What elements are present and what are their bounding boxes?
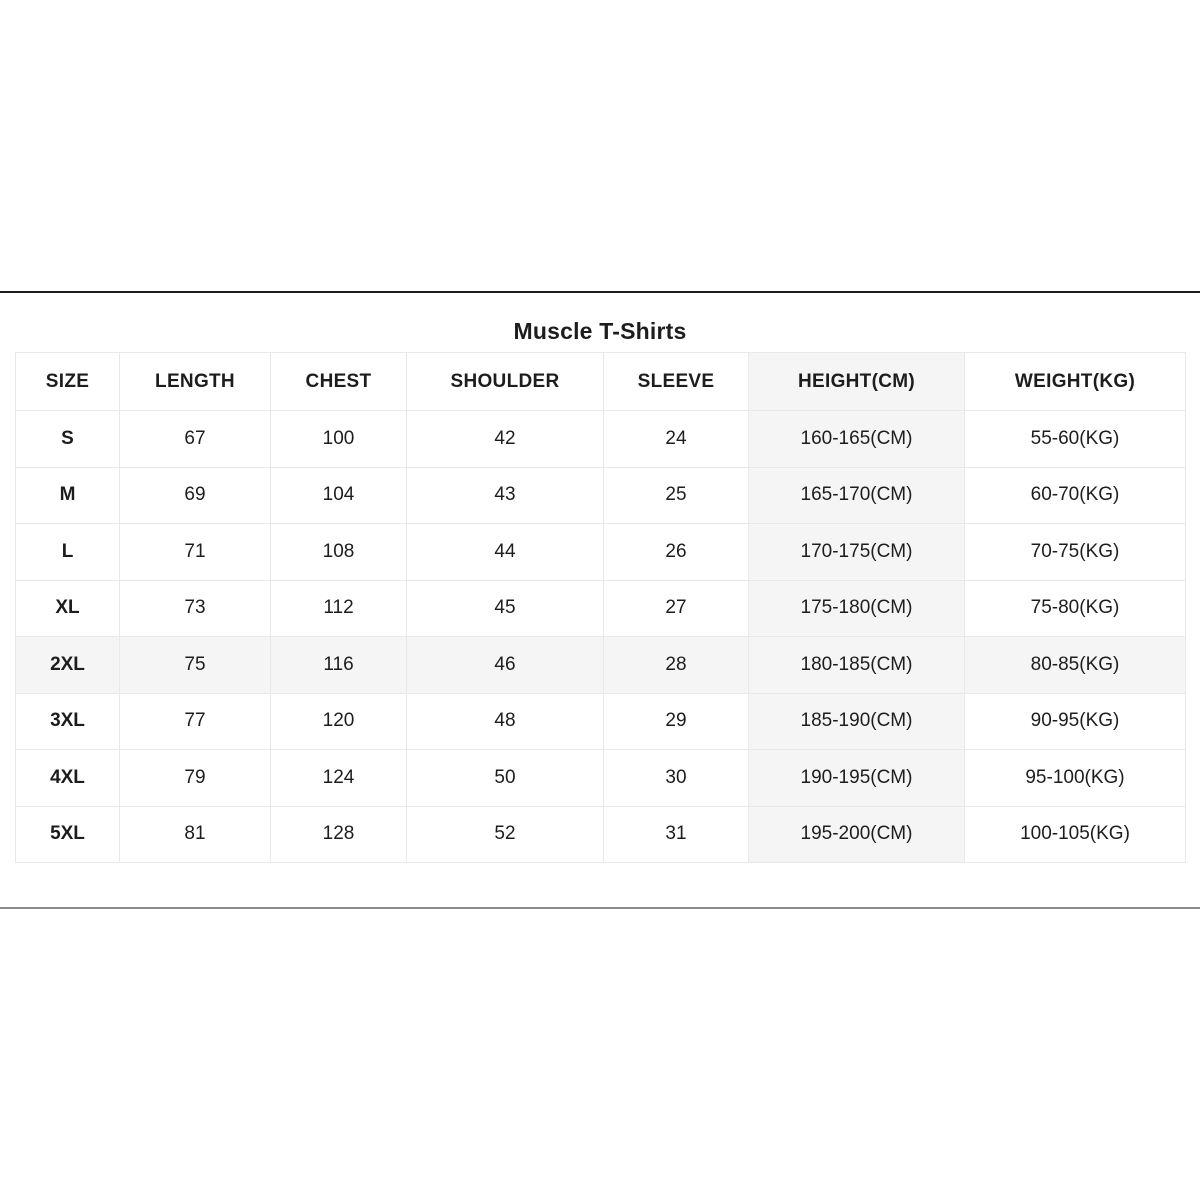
table-row-l (16, 524, 1186, 581)
cell-chest: 124 (271, 750, 407, 807)
bottom-divider-rule (0, 907, 1200, 909)
cell-shoulder: 45 (407, 580, 604, 637)
cell-sleeve: 24 (604, 411, 749, 468)
cell-size: 4XL (16, 750, 120, 807)
cell-length: 79 (120, 750, 271, 807)
cell-shoulder: 48 (407, 693, 604, 750)
cell-weight: 60-70(KG) (965, 467, 1186, 524)
cell-weight: 75-80(KG) (965, 580, 1186, 637)
table-header-row (16, 353, 1186, 411)
cell-chest: 116 (271, 637, 407, 694)
cell-weight: 80-85(KG) (965, 637, 1186, 694)
cell-size: 5XL (16, 806, 120, 863)
cell-length: 81 (120, 806, 271, 863)
table-row-m (16, 467, 1186, 524)
cell-chest: 104 (271, 467, 407, 524)
cell-size: 2XL (16, 637, 120, 694)
cell-shoulder: 43 (407, 467, 604, 524)
cell-length: 77 (120, 693, 271, 750)
cell-chest: 128 (271, 806, 407, 863)
cell-height: 180-185(CM) (749, 637, 965, 694)
cell-shoulder: 44 (407, 524, 604, 581)
cell-shoulder: 42 (407, 411, 604, 468)
table-row-4xl (16, 750, 1186, 807)
cell-size: 3XL (16, 693, 120, 750)
table-row-s (16, 411, 1186, 468)
top-divider-rule (0, 291, 1200, 293)
cell-size: XL (16, 580, 120, 637)
column-header-chest: CHEST (271, 353, 407, 411)
cell-chest: 108 (271, 524, 407, 581)
cell-sleeve: 29 (604, 693, 749, 750)
cell-height: 165-170(CM) (749, 467, 965, 524)
cell-sleeve: 31 (604, 806, 749, 863)
cell-sleeve: 27 (604, 580, 749, 637)
cell-height: 170-175(CM) (749, 524, 965, 581)
cell-size: M (16, 467, 120, 524)
cell-weight: 90-95(KG) (965, 693, 1186, 750)
cell-chest: 100 (271, 411, 407, 468)
table-row-3xl (16, 693, 1186, 750)
table-row-2xl (16, 637, 1186, 694)
cell-sleeve: 28 (604, 637, 749, 694)
cell-height: 160-165(CM) (749, 411, 965, 468)
cell-length: 67 (120, 411, 271, 468)
cell-chest: 120 (271, 693, 407, 750)
cell-length: 75 (120, 637, 271, 694)
cell-size: L (16, 524, 120, 581)
cell-shoulder: 50 (407, 750, 604, 807)
column-header-size: SIZE (16, 353, 120, 411)
cell-length: 73 (120, 580, 271, 637)
cell-weight: 70-75(KG) (965, 524, 1186, 581)
table-row-xl (16, 580, 1186, 637)
cell-shoulder: 52 (407, 806, 604, 863)
column-header-sleeve: SLEEVE (604, 353, 749, 411)
cell-height: 190-195(CM) (749, 750, 965, 807)
cell-weight: 95-100(KG) (965, 750, 1186, 807)
table-row-5xl (16, 806, 1186, 863)
cell-sleeve: 26 (604, 524, 749, 581)
cell-height: 195-200(CM) (749, 806, 965, 863)
cell-height: 185-190(CM) (749, 693, 965, 750)
cell-length: 71 (120, 524, 271, 581)
column-header-shoulder: SHOULDER (407, 353, 604, 411)
cell-chest: 112 (271, 580, 407, 637)
cell-length: 69 (120, 467, 271, 524)
cell-sleeve: 30 (604, 750, 749, 807)
cell-weight: 55-60(KG) (965, 411, 1186, 468)
cell-weight: 100-105(KG) (965, 806, 1186, 863)
cell-sleeve: 25 (604, 467, 749, 524)
cell-shoulder: 46 (407, 637, 604, 694)
column-header-weight: WEIGHT(KG) (965, 353, 1186, 411)
column-header-length: LENGTH (120, 353, 271, 411)
cell-size: S (16, 411, 120, 468)
size-chart-title: Muscle T-Shirts (513, 318, 687, 344)
cell-height: 175-180(CM) (749, 580, 965, 637)
column-header-height: HEIGHT(CM) (749, 353, 965, 411)
size-chart-table (15, 352, 1186, 863)
